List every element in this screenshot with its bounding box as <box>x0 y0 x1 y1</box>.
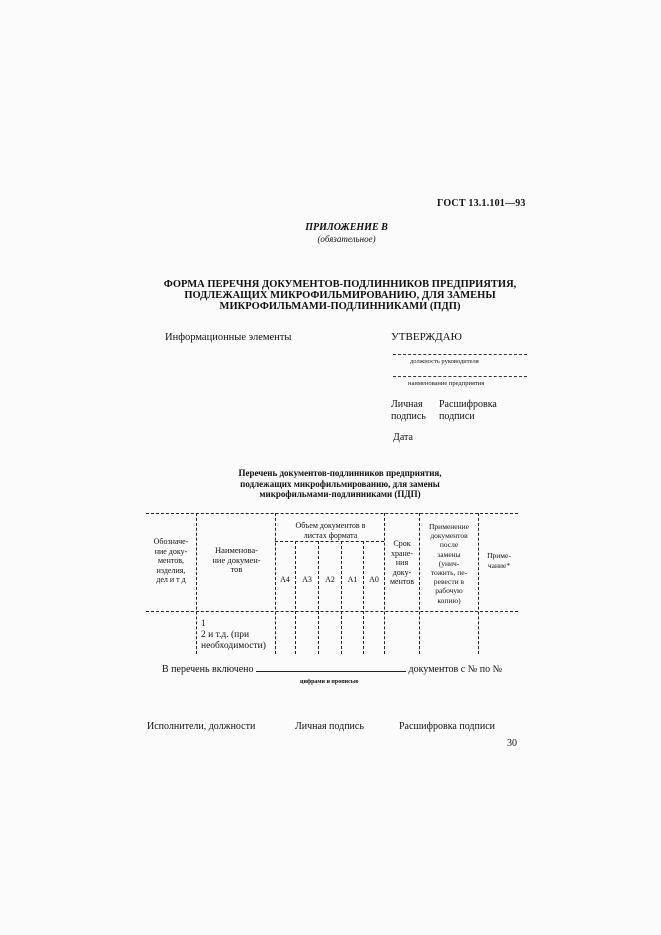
header-usage <box>420 522 478 605</box>
title-line-1: ФОРМА ПЕРЕЧНЯ ДОКУМЕНТОВ-ПОДЛИННИКОВ ПРЕДПРИЯТИЯ, <box>163 279 517 290</box>
appendix-note: (обязательное) <box>317 234 376 244</box>
usage-line: рабочую <box>435 586 463 596</box>
list-title-line-2: подлежащих микрофильмированию, для замены <box>240 478 440 489</box>
signature-label: Личная подпись <box>295 721 364 732</box>
header-designation <box>146 537 196 585</box>
name-line: ние докумен- <box>212 554 261 565</box>
personal-signature-label <box>391 399 426 423</box>
usage-line: после <box>439 540 459 550</box>
list-title-line-1: Перечень документов-подлинников предприятия, <box>238 468 442 478</box>
approval-title: УТВЕРЖДАЮ <box>391 331 462 343</box>
personal-signature-line-2: подпись <box>391 411 426 422</box>
decoding-line-2: подписи <box>439 411 475 422</box>
header-volume <box>277 521 384 540</box>
header-name <box>198 546 275 575</box>
included-fill-line <box>256 671 406 672</box>
document-title <box>150 279 530 312</box>
col-divider-a1 <box>363 541 364 654</box>
page-number: 30 <box>507 738 517 749</box>
date-label: Дата <box>393 432 413 443</box>
signature-decoding-label <box>439 399 497 423</box>
row-2-line: 2 и т.д. (при <box>201 630 250 640</box>
designation-line: изделия, <box>156 565 186 575</box>
company-caption: наименование предприятия <box>408 380 485 387</box>
usage-line: документов <box>430 531 468 541</box>
note-line: чание* <box>487 560 511 570</box>
name-line: Наименова- <box>215 545 258 555</box>
designation-line: Обозначе- <box>153 537 189 546</box>
position-caption: должность руководителя <box>410 358 479 365</box>
title-line-3: МИКРОФИЛЬМАМИ-ПОДЛИННИКАМИ (ПДП) <box>219 301 461 312</box>
header-storage <box>385 539 419 587</box>
row-2-label <box>201 630 266 652</box>
usage-line: ревести в <box>433 577 465 587</box>
designation-line: ние доку- <box>154 546 188 556</box>
col-divider-a4 <box>295 541 296 654</box>
decoding-label: Расшифровка подписи <box>399 721 495 732</box>
storage-line: ментов <box>389 577 415 586</box>
usage-line: копию) <box>437 595 461 605</box>
usage-line: замены <box>437 549 461 559</box>
usage-line: тожить, пе- <box>430 568 468 578</box>
note-line: Приме- <box>487 551 511 560</box>
designation-line: ментов, <box>157 556 185 565</box>
format-a0: А0 <box>369 575 379 584</box>
col-divider-5 <box>478 513 479 654</box>
usage-line: (унич- <box>438 558 460 568</box>
format-a1: А1 <box>347 575 358 584</box>
gost-number: ГОСТ 13.1.101—93 <box>437 198 526 209</box>
storage-line: доку- <box>392 567 412 577</box>
storage-line: хране- <box>390 548 414 558</box>
format-a2: А2 <box>325 575 335 584</box>
personal-signature-line-1: Личная <box>391 399 423 410</box>
usage-line: Применение <box>429 522 469 531</box>
col-divider-1 <box>196 513 197 654</box>
included-line <box>162 664 522 675</box>
included-suffix: документов с № по № <box>408 664 503 675</box>
list-title <box>210 468 470 500</box>
table-top-rule <box>146 513 518 514</box>
col-divider-a2 <box>341 541 342 654</box>
included-caption: цифрами и прописью <box>300 679 359 685</box>
decoding-line-1: Расшифровка <box>439 399 497 410</box>
included-prefix: В перечень включено <box>162 664 254 675</box>
header-note <box>480 551 518 570</box>
col-divider-a3 <box>318 541 319 654</box>
documents-table <box>146 513 518 654</box>
row-1-number: 1 <box>201 619 206 629</box>
appendix-title: ПРИЛОЖЕНИЕ В <box>305 222 388 233</box>
company-line <box>393 376 527 377</box>
info-elements-label: Информационные элементы <box>165 332 292 343</box>
format-a4: А4 <box>280 575 290 584</box>
designation-line: дел и т д <box>156 575 186 584</box>
row-2-line: необходимости) <box>201 641 266 651</box>
executors-label: Исполнители, должности <box>147 721 256 732</box>
position-line <box>393 354 527 355</box>
format-a3: А3 <box>302 575 312 584</box>
list-title-line-3: микрофильмами-подлинниками (ПДП) <box>259 489 421 499</box>
table-header-rule <box>146 611 518 612</box>
storage-line: Срок <box>393 539 411 548</box>
volume-header-rule <box>275 541 384 542</box>
title-line-2: ПОДЛЕЖАЩИХ МИКРОФИЛЬМИРОВАНИЮ, ДЛЯ ЗАМЕНЫ <box>184 290 496 301</box>
storage-line: ния <box>395 558 409 567</box>
name-line: тов <box>230 564 243 574</box>
volume-line: Объем документов в <box>295 521 366 530</box>
volume-line: листах формата <box>303 530 358 540</box>
